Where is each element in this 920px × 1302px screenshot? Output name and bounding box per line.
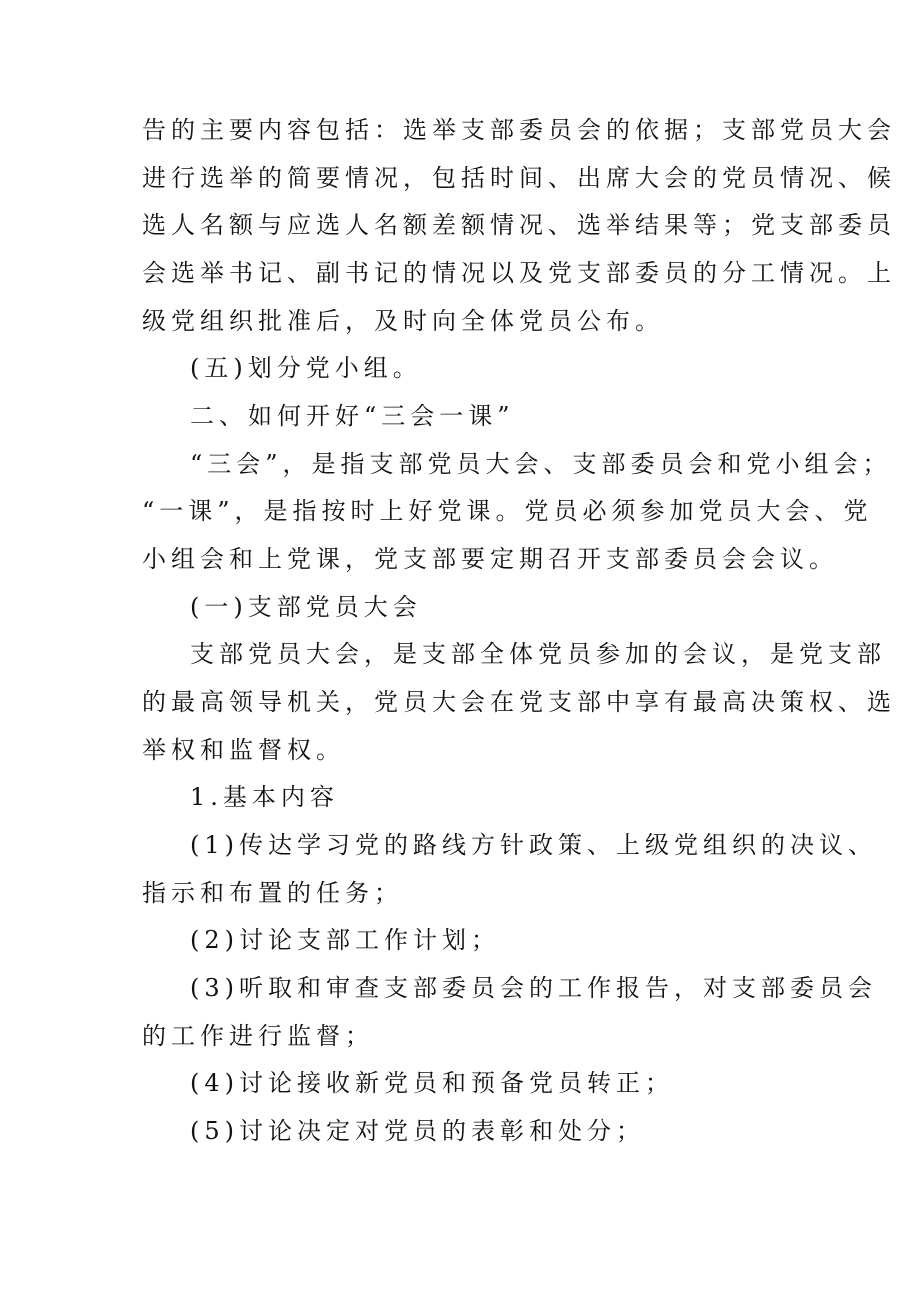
text-line: 级党组织批准后，及时向全体党员公布。 — [142, 307, 664, 335]
text-line: “一课”，是指按时上好党课。党员必须参加党员大会、党 — [142, 497, 873, 525]
section-heading: (五)划分党小组。 — [190, 354, 422, 382]
section-heading: 二、如何开好“三会一课” — [190, 402, 515, 430]
list-item: (2)讨论支部工作计划； — [190, 926, 500, 954]
text-line: 的最高领导机关，党员大会在党支部中享有最高决策权、选 — [142, 688, 896, 716]
text-line: 指示和布置的任务； — [142, 879, 403, 907]
text-line: 小组会和上党课，党支部要定期召开支部委员会会议。 — [142, 545, 838, 573]
text-line: 的工作进行监督； — [142, 1022, 374, 1050]
list-item: (5)讨论决定对党员的表彰和处分； — [190, 1117, 645, 1145]
list-item: (4)讨论接收新党员和预备党员转正； — [190, 1069, 674, 1097]
text-line: “三会”，是指支部党员大会、支部委员会和党小组会； — [190, 450, 892, 478]
text-line: 支部党员大会，是支部全体党员参加的会议，是党支部 — [190, 640, 886, 668]
list-item: (1)传达学习党的路线方针政策、上级党组织的决议、 — [190, 831, 877, 859]
text-line: 举权和监督权。 — [142, 736, 345, 764]
text-line: 选人名额与应选人名额差额情况、选举结果等；党支部委员 — [142, 211, 896, 239]
section-heading: (一)支部党员大会 — [190, 593, 422, 621]
section-heading: 1.基本内容 — [190, 783, 339, 811]
text-line: 会选举书记、副书记的情况以及党支部委员的分工情况。上 — [142, 259, 896, 287]
text-line: 告的主要内容包括：选举支部委员会的依据；支部党员大会 — [142, 116, 896, 144]
text-line: 进行选举的简要情况，包括时间、出席大会的党员情况、候 — [142, 164, 896, 192]
list-item: (3)听取和审查支部委员会的工作报告，对支部委员会 — [190, 974, 877, 1002]
